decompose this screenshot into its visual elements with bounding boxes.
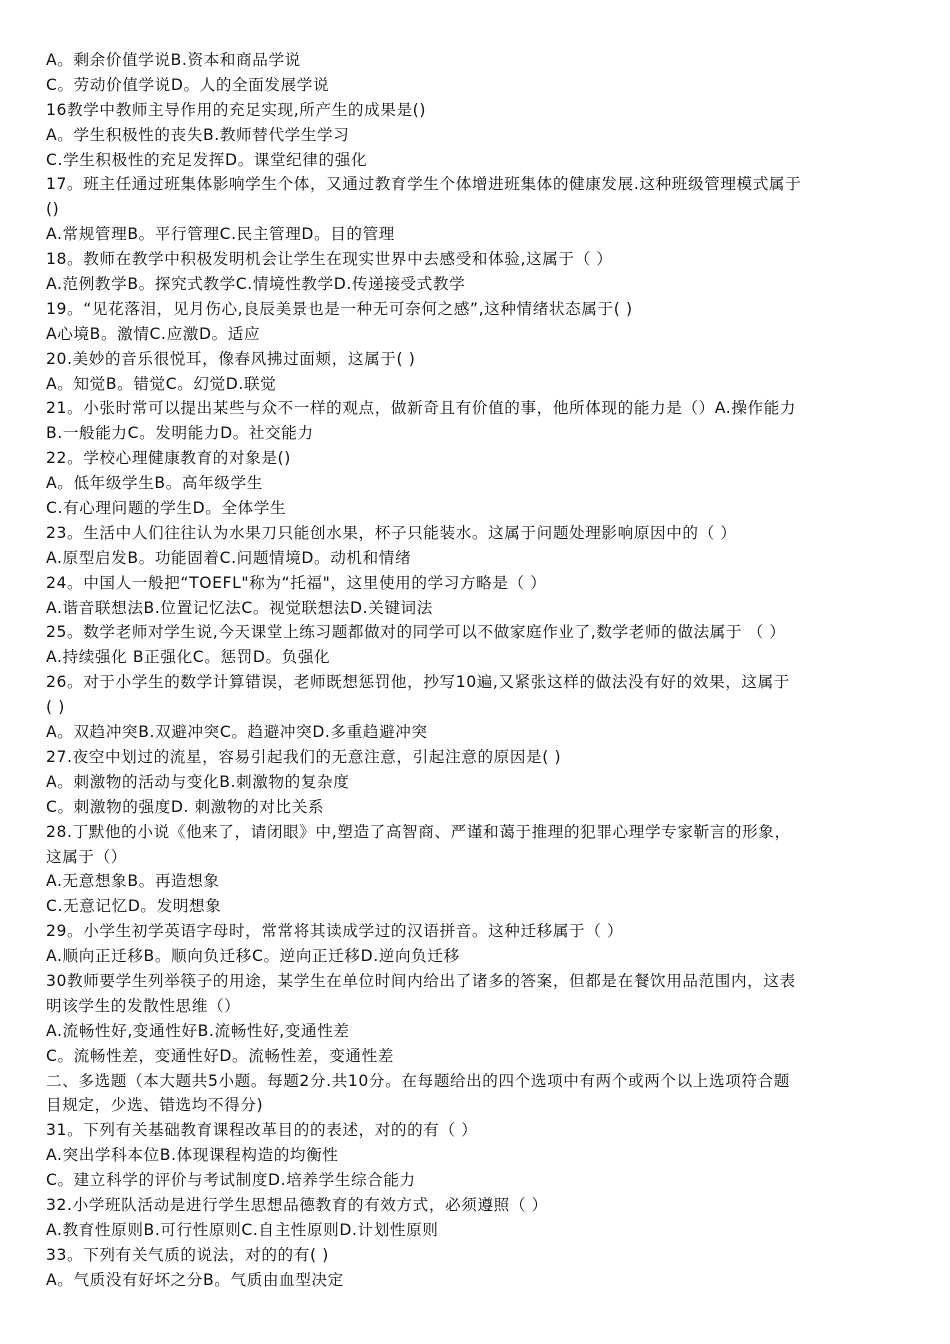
text-line: A.顺向正迁移B。顺向负迁移C。逆向正迁移D.逆向负迁移 xyxy=(46,947,460,966)
text-line: A。气质没有好坏之分B。气质由血型决定 xyxy=(46,1270,344,1289)
text-line: 16教学中教师主导作用的充足实现,所产生的成果是() xyxy=(46,100,427,119)
text-line: ( ) xyxy=(46,698,65,717)
text-line: C.有心理问题的学生D。全体学生 xyxy=(46,499,287,518)
text-line: 31。下列有关基础教育课程改革目的的表述，对的的有（ ） xyxy=(46,1121,478,1140)
text-line: A.原型启发B。功能固着C.问题情境D。动机和情绪 xyxy=(46,548,412,567)
text-line: C。刺激物的强度D. 刺激物的对比关系 xyxy=(46,797,325,816)
text-line: A。刺激物的活动与变化B.刺激物的复杂度 xyxy=(46,772,350,791)
text-line: 二、多选题（本大题共5小题。每题2分.共10分。在每题给出的四个选项中有两个或两个以上选项符合题 xyxy=(46,1071,790,1090)
text-line: 18。教师在教学中积极发明机会让学生在现实世界中去感受和体验,这属于（ ） xyxy=(46,250,613,269)
text-line: A心境B。激情C.应激D。适应 xyxy=(46,324,261,343)
text-line: 24。中国人一般把“TOEFL"称为“托福"，这里使用的学习方略是（ ） xyxy=(46,573,547,592)
text-line: 25。数学老师对学生说,今天课堂上练习题都做对的同学可以不做家庭作业了,数学老师的做法属于 （ ） xyxy=(46,623,786,642)
text-line: A.范例教学B。探究式教学C.情境性教学D.传递接受式教学 xyxy=(46,275,466,294)
text-line: 27.夜空中划过的流星，容易引起我们的无意注意，引起注意的原因是( ) xyxy=(46,747,562,766)
document-body xyxy=(46,48,908,1293)
text-line: A。剩余价值学说B.资本和商品学说 xyxy=(46,51,301,69)
text-line: 19。“见花落泪，见月伤心,良辰美景也是一种无可奈何之感”,这种情绪状态属于( ) xyxy=(46,299,633,318)
text-line: 21。小张时常可以提出某些与众不一样的观点，做新奇且有价值的事，他所体现的能力是（）A.操作能力 xyxy=(46,399,797,418)
text-line: A.谐音联想法B.位置记忆法C。视觉联想法D.关键词法 xyxy=(46,598,433,617)
text-line: 23。生活中人们往往认为水果刀只能创水果，杯子只能装水。这属于问题处理影响原因中的（ ） xyxy=(46,523,737,542)
text-line: C。流畅性差，变通性好D。流畅性差，变通性差 xyxy=(46,1046,394,1065)
text-line: 29。小学生初学英语字母时，常常将其读成学过的汉语拼音。这种迁移属于（ ） xyxy=(46,922,624,941)
text-line: C。劳动价值学说D。人的全面发展学说 xyxy=(46,75,330,94)
text-line: 30教师要学生列举筷子的用途，某学生在单位时间内给出了诸多的答案，但都是在餐饮用品范围内，这表 xyxy=(46,971,796,990)
text-line: A.教育性原则B.可行性原则C.自主性原则D.计划性原则 xyxy=(46,1220,439,1239)
text-line: 明该学生的发散性思维（） xyxy=(46,996,241,1015)
text-line: 这属于（） xyxy=(46,847,127,866)
text-line: 20.美妙的音乐很悦耳，像春风拂过面颊，这属于( ) xyxy=(46,349,416,368)
text-line: C。建立科学的评价与考试制度D.培养学生综合能力 xyxy=(46,1171,416,1190)
text-line: C.无意记忆D。发明想象 xyxy=(46,897,222,916)
text-line: 17。班主任通过班集体影响学生个体，又通过教育学生个体增进班集体的健康发展.这种班级管理模式属于 xyxy=(46,175,802,194)
text-line: 32.小学班队活动是进行学生思想品德教育的有效方式，必须遵照（ ） xyxy=(46,1195,548,1214)
text-line: A。学生积极性的丧失B.教师替代学生学习 xyxy=(46,125,350,144)
text-line: B.一般能力C。发明能力D。社交能力 xyxy=(46,424,314,443)
text-line: A.常规管理B。平行管理C.民主管理D。目的管理 xyxy=(46,225,395,244)
text-line: 22。学校心理健康教育的对象是() xyxy=(46,449,291,468)
text-line: C.学生积极性的充足发挥D。课堂纪律的强化 xyxy=(46,150,368,169)
text-line: 26。对于小学生的数学计算错误，老师既想惩罚他，抄写10遍,又紧张这样的做法没有好的效果，这属于 xyxy=(46,673,790,692)
text-line: 33。下列有关气质的说法，对的的有( ) xyxy=(46,1245,329,1264)
text-line: 28.丁默他的小说《他来了，请闭眼》中,塑造了高智商、严谨和蔼于推理的犯罪心理学专家靳言的形象， xyxy=(46,822,791,841)
text-line: A.无意想象B。再造想象 xyxy=(46,872,220,891)
text-line: A。双趋冲突B.双避冲突C。趋避冲突D.多重趋避冲突 xyxy=(46,723,428,742)
text-line: () xyxy=(46,200,60,219)
text-line: A.流畅性好,变通性好B.流畅性好,变通性差 xyxy=(46,1021,350,1040)
text-line: A.持续强化 B正强化C。惩罚D。负强化 xyxy=(46,648,331,667)
text-line: A。知觉B。错觉C。幻觉D.联觉 xyxy=(46,374,277,393)
text-line: A.突出学科本位B.体现课程构造的均衡性 xyxy=(46,1146,339,1165)
text-line: A。低年级学生B。高年级学生 xyxy=(46,474,263,493)
text-line: 目规定，少选、错选均不得分) xyxy=(46,1096,264,1115)
